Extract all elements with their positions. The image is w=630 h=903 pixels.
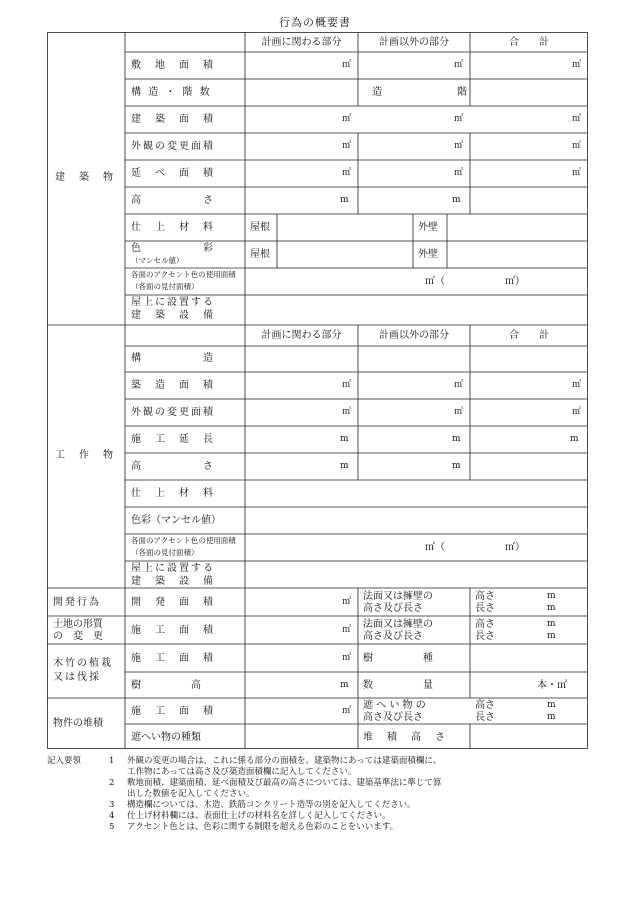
header-total: 合 計 — [509, 330, 549, 341]
row-rooftop-equipment-2: 建 築 設 備 — [131, 310, 215, 321]
label-height: 高さ — [475, 700, 495, 711]
unit-sqm: ㎡ — [454, 168, 464, 178]
label-wall: 外壁 — [418, 249, 438, 260]
note-5: アクセント色とは、色彩に関する制限を超える色彩のことをいいます。 — [127, 822, 399, 832]
instructions-heading: 記入要領 — [47, 756, 82, 766]
unit-sqm: ㎡ — [454, 60, 464, 70]
note-number: 1 — [109, 756, 115, 766]
row-site-area: 敷 地 面 積 — [131, 60, 215, 71]
note-number: 2 — [109, 778, 115, 788]
unit-sqm: ㎡ — [454, 114, 464, 124]
note-2-line-1: 敷地面積、建築面積、延べ面積及び最高の高さについては、建築基準法に準じて算 — [127, 778, 442, 788]
row-development-area: 開 発 面 積 — [131, 597, 215, 608]
unit-m: m — [547, 712, 556, 722]
header-other: 計画以外の部分 — [379, 37, 449, 48]
row-accent-color-area: 各面のアクセント色の使用面積 — [131, 536, 236, 545]
section-land-change-1: 土地の形質 — [53, 619, 103, 630]
unit-m: m — [452, 195, 461, 205]
form-grid — [47, 32, 588, 749]
row-height: 高 さ — [131, 195, 215, 206]
unit-kai: 階 — [457, 87, 467, 98]
unit-m: m — [547, 619, 556, 629]
unit-m: m — [340, 461, 349, 471]
section-development: 開発行為 — [53, 597, 101, 608]
row-construction-length: 施 工 延 長 — [131, 434, 215, 445]
unit-sqm: ㎡ — [342, 380, 352, 390]
slope-label-2: 高さ及び長さ — [363, 603, 423, 614]
row-tree-height: 樹 高 — [131, 680, 203, 691]
unit-sqm: ㎡ — [342, 706, 352, 716]
row-color-munsell: （マンセル値） — [131, 256, 184, 265]
section-trees-2: 又は伐採 — [53, 672, 101, 683]
row-accent-color-sub: （各面の見付面積） — [131, 548, 199, 557]
row-building-area: 建 築 面 積 — [131, 114, 215, 125]
row-accent-color-area: 各面のアクセント色の使用面積 — [131, 270, 236, 279]
unit-sqm: ㎡ — [342, 407, 352, 417]
section-trees-1: 木竹の植栽 — [53, 658, 113, 669]
note-1-line-1: 外観の変更の場合は、これに係る部分の面積を、建築物にあっては建築面積欄に、 — [127, 756, 442, 766]
unit-m: m — [452, 434, 461, 444]
section-land-change-2: の 変 更 — [53, 631, 103, 642]
unit-m: m — [547, 700, 556, 710]
section-building: 建 築 物 — [55, 172, 115, 183]
row-accent-color-sub: （各面の見付面積） — [131, 282, 199, 291]
unit-m: m — [547, 591, 556, 601]
row-rooftop-equipment-2: 建 築 設 備 — [131, 576, 215, 587]
row-color: 色 彩 — [131, 243, 215, 254]
unit-sqm: ㎡ — [572, 380, 582, 390]
row-rooftop-equipment-1: 屋上に設置する — [131, 297, 215, 308]
header-related: 計画に関わる部分 — [261, 37, 342, 48]
header-total: 合 計 — [509, 37, 549, 48]
unit-m: m — [340, 434, 349, 444]
label-roof: 屋根 — [250, 222, 270, 233]
label-height: 高さ — [475, 591, 495, 602]
note-number: 4 — [109, 811, 115, 821]
unit-sqm: ㎡ — [342, 114, 352, 124]
unit-sqm: ㎡ — [572, 141, 582, 151]
label-length: 長さ — [475, 631, 495, 642]
unit-sqm: ㎡ — [454, 380, 464, 390]
accent-value: ㎡（ ㎡） — [425, 276, 525, 287]
unit-m: m — [547, 603, 556, 613]
note-number: 5 — [109, 822, 115, 832]
document-title: 行為の概要書 — [279, 16, 351, 29]
unit-sqm: ㎡ — [342, 597, 352, 607]
row-finish-material: 仕 上 材 料 — [131, 222, 215, 233]
note-2-line-2: 出した数値を記入してください。 — [127, 788, 255, 799]
section-stockpile: 物件の堆積 — [53, 718, 103, 729]
unit-sqm: ㎡ — [572, 407, 582, 417]
unit-m: m — [452, 461, 461, 471]
row-color-munsell: 色彩（マンセル値） — [131, 515, 221, 526]
accent-value: ㎡（ ㎡） — [425, 542, 525, 553]
label-length: 長さ — [475, 712, 495, 723]
row-screen-type: 遮へい物の種類 — [131, 732, 201, 743]
label-length: 長さ — [475, 603, 495, 614]
row-pile-height: 堆 積 高 さ — [363, 732, 447, 743]
unit-sqm: ㎡ — [342, 653, 352, 663]
header-related: 計画に関わる部分 — [261, 330, 342, 341]
label-wall: 外壁 — [418, 222, 438, 233]
label-roof: 屋根 — [250, 249, 270, 260]
header-other: 計画以外の部分 — [379, 330, 449, 341]
unit-sqm: ㎡ — [342, 141, 352, 151]
screen-label-1: 遮 へ い 物 の — [363, 700, 426, 711]
row-construction-area: 施 工 面 積 — [131, 706, 215, 717]
row-height: 高 さ — [131, 461, 215, 472]
screen-label-2: 高さ及び長さ — [363, 712, 423, 723]
slope-label-1: 法面又は擁壁の — [363, 619, 433, 630]
row-rooftop-equipment-1: 屋上に設置する — [131, 563, 215, 574]
row-floor-area: 延 べ 面 積 — [131, 168, 215, 179]
unit-sqm: ㎡ — [342, 625, 352, 635]
row-finish-material: 仕 上 材 料 — [131, 488, 215, 499]
row-structure-floors: 構 造 ・ 階 数 — [131, 87, 212, 98]
summary-form — [47, 32, 588, 749]
unit-m: m — [547, 631, 556, 641]
unit-sqm: ㎡ — [454, 141, 464, 151]
label-height: 高さ — [475, 619, 495, 630]
unit-sqm: ㎡ — [572, 60, 582, 70]
note-4: 仕上げ材料欄には、表面仕上げの材料名を詳しく記入してください。 — [127, 811, 391, 821]
unit-sqm: ㎡ — [572, 114, 582, 124]
row-structure-type: 構 造 — [131, 353, 215, 364]
note-3: 構造欄については、木造、鉄筋コンクリート造等の別を記入してください。 — [127, 800, 416, 810]
note-1-line-2: 工作物にあっては高さ及び築造面積欄に記入してください。 — [127, 766, 357, 777]
unit-sqm: ㎡ — [342, 60, 352, 70]
unit-sqm: ㎡ — [572, 168, 582, 178]
note-number: 3 — [109, 800, 115, 810]
unit-sqm: ㎡ — [454, 407, 464, 417]
row-facade-change-area: 外観の変更面積 — [131, 141, 215, 152]
unit-m: m — [340, 195, 349, 205]
row-facade-change-area: 外観の変更面積 — [131, 407, 215, 418]
slope-label-1: 法面又は擁壁の — [363, 591, 433, 602]
section-structure: 工 作 物 — [55, 450, 115, 461]
unit-zou: 造 — [372, 87, 382, 98]
unit-trees-sqm: 本・㎡ — [537, 680, 567, 691]
row-tree-species: 樹 種 — [363, 653, 435, 664]
unit-sqm: ㎡ — [342, 168, 352, 178]
row-build-area: 築 造 面 積 — [131, 380, 215, 391]
row-construction-area: 施 工 面 積 — [131, 625, 215, 636]
unit-m: m — [570, 434, 579, 444]
row-quantity: 数 量 — [363, 680, 435, 691]
row-construction-area: 施 工 面 積 — [131, 653, 215, 664]
slope-label-2: 高さ及び長さ — [363, 631, 423, 642]
unit-m: m — [340, 680, 349, 690]
